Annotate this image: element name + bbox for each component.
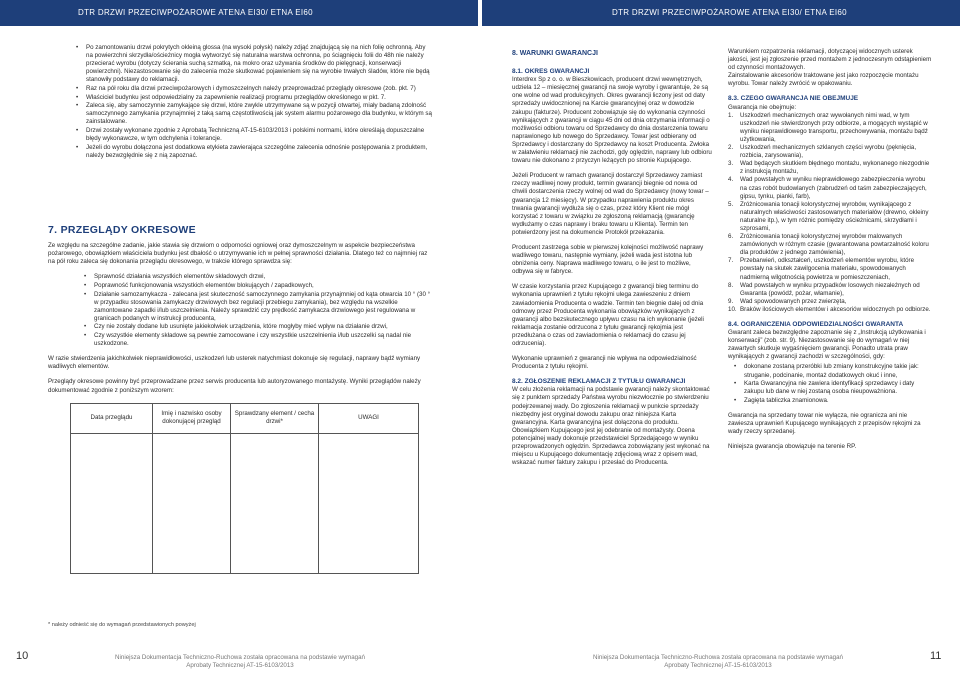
table-cell [231, 433, 319, 573]
list-item: 3. Wad będących skutkiem błędnego montażu, wykonanego niezgodnie z instrukcją montażu, [728, 160, 930, 176]
section-8-3-title: 8.3. CZEGO GWARANCJA NIE OBEJMUJE [728, 95, 859, 103]
left-footer [90, 654, 390, 670]
list-item: 7. Przebarwień, odkształceń, uszkodzeń elementów wyrobu, które powstały na skutek zawilgocenia materiału, spowodowanych nadmierną wilgotnością powietrza w pomieszczeniach, [728, 257, 915, 281]
left-page-content [76, 44, 434, 160]
paragraph: Gwarancja nie obejmuje: [728, 103, 797, 111]
list-item: • Poprawność funkcjonowania wszystkich elementów blokujących / zapadkowych, [84, 282, 434, 290]
table-cell [319, 433, 419, 573]
list-item: • Czy wszystkie elementy składowe są pewnie zamocowane i czy wszystkie uszczelnienia i/lub uszczelki są nadal nie uszkodzone. [84, 332, 434, 348]
left-page-header: DTR DRZWI PRZECIWPOŻAROWE ATENA EI30/ ETNA EI60 [0, 0, 478, 26]
right-page-header: DTR DRZWI PRZECIWPOŻAROWE ATENA EI30/ ETNA EI60 [482, 0, 960, 26]
left-page-number: 10 [16, 650, 29, 662]
exclusions-list [728, 112, 934, 314]
warranty-loss-list [728, 363, 934, 404]
list-item: • Po zamontowaniu drzwi pokrytych okleiną glossa (na wysoki połysk) należy zdjąć znajdującą się na nich folię ochronną. Aby na powierzchni skrzydła/ościeżnicy mogła wytworzyć się naturalna warstwa ochronna, po ściągnięciu folii do 48h nie należy przecierać wyrobu (dotyczy ścierania suchą szmatką, na mokro oraz używania środków do pielęgnacji, konserwacji powierzchni). Niezastosowanie się do zalecenia może skutkować pojawieniem się na wyrobie trwałych śladów, które nie będą stanowiły podstawy do reklamacji. [76, 44, 434, 84]
table-footnote: * należy odnieść się do wymagań przedstawionych powyżej [48, 622, 196, 628]
list-item: • Karta Gwarancyjna nie zawiera identyfikacji sprzedawcy i daty zakupu lub dane w niej zostaną osoba nieupoważniona. [734, 380, 934, 396]
list-item: 8. Wad powstałych w wyniku przypadków losowych niezależnych od Gwaranta (powódź, pożar, włamanie), [728, 281, 920, 297]
list-item: 6. Zróżnicowania tonacji kolorystycznej wyrobów malowanych zamówionych w różnym czasie (gwarantowana powtarzalność koloru dla produktów z jednego zamówienia), [728, 233, 929, 257]
paragraph: Interdrex Sp z o. o. w Bieszkowicach, producent drzwi wewnętrznych, udziela 12 – miesięcznej gwarancji na swoje wyroby i gwarantuje, że są one wolne od wad produkcyjnych. Okres gwarancji liczony jest od daty sprzedaży uwidocznionej na Karcie gwarancyjnej oraz w dowodzie zakupu (fakturze). Producent zobowiązuje się do wykonania czynności wynikających z gwarancji w ciągu 45 dni od dnia otrzymania informacji o możliwości odbioru towaru od Sprzedawcy do dnia dostarczenia towaru naprawionego lub nowego do Sprzedawcy. Towar jest odbierany od Sprzedawcy i dostarczany do Sprzedawcy na koszt Producenta. Zwłoka w załatwieniu reklamacji nie zachodzi, gdy oględzin, naprawy lub odbioru towaru nie dokonano z przyczyn leżących po stronie Kupującego. [512, 76, 712, 165]
paragraph: Wykonanie uprawnień z gwarancji nie wpływa na odpowiedzialność Producenta z tytułu rękojmi. [512, 355, 697, 371]
paragraph: Niniejsza gwarancja obowiązuje na terenie RP. [728, 443, 857, 451]
paragraph: Warunkiem rozpatrzenia reklamacji, dotyczącej widocznych usterek jakości, jest jej zgłoszenie przed montażem z jednoczesnym odstąpieniem od czynności montażowych. [728, 48, 932, 72]
list-item: • Raz na pół roku dla drzwi przeciwpożarowych i dymoszczelnych należy przeprowadzać przeglądy okresowe (zob. pkt. 7) [76, 85, 434, 93]
list-item: 10. Braków ilościowych elementów i akcesoriów widocznych po odbiorze. [728, 305, 931, 313]
paragraph: W celu złożenia reklamacji na podstawie gwarancji należy skontaktować się z punktem sprzedaży Państwa wyrobu niezwłocznie po stwierdzeniu podejrzewanej wady. Do zgłoszenia reklamacji w punkcie sprzedaży niezbędny jest oryginał dowodu zakupu oraz niniejsza Karta gwarancyjna. Karta gwarancyjna jest dołączona do produktu. Obowiązkiem Kupującego jest jej odebranie od montażysty. Ocena potencjalnej wady dokonuje przedstawiciel Sprzedającego w wyniku przeprowadzonych oględzin. Sprzedawca zobowiązany jest wykonać na miejscu u Kupującego dokumentację zdjęciową wraz z opisem wad, wskazać numer faktury zakupu i przesłać do Producenta. [512, 386, 710, 467]
right-page-number: 11 [930, 650, 942, 662]
instructions-list [76, 44, 434, 160]
list-item: 9. Wad spowodowanych przez zwierzęta, [728, 297, 847, 305]
list-item: 4. Wad powstałych w wyniku nieprawidłowego zabezpieczenia wyrobu na czas robót budowlanych (zabrudzeń od taśm zabezpieczających, gipsu, tynku, pianki, farb), [728, 176, 927, 200]
list-item: • Sprawność działania wszystkich elementów składowych drzwi, [84, 273, 434, 281]
list-item: 5. Zróżnicowania tonacji kolorystycznej wyrobów, wynikającego z naturalnych właściwości zastosowanych materiałów (drewno, okleiny naturalne itp.), w tym różnic pomiędzy ościeżnicami, skrzydłami i szprosami, [728, 200, 929, 232]
footer-line: Aprobaty Technicznej AT-15-6103/2013 [664, 662, 772, 669]
table-header: Sprawdzany element / cecha drzwi* [231, 403, 319, 433]
footer-line: Aprobaty Technicznej AT-15-6103/2013 [186, 662, 294, 669]
paragraph: Producent zastrzega sobie w pierwszej kolejności możliwość naprawy wadliwego towaru, następnie wymiany, jeżeli wada jest istotna lub obniżenia ceny. Naprawa wadliwego towaru, o ile jest to możliwe, odbywa się w fabryce. [512, 243, 704, 276]
list-item: • Działanie samozamykacza - zalecana jest skuteczność samoczynnego zamykania przynajmniej od kąta otwarcia 10 ° (30 ° w przypadku stosowania zamykaczy drzwiowych bez regulacji przebiegu zamykania), bez względu na wszelkie zamontowane zapadki i/lub uszczelnienia. Należy sprawdzić czy prędkość zamykacza drzwiowego jest regulowana w granicach podanych w instrukcji producenta, [84, 291, 434, 323]
table-header: Imię i nazwisko osoby dokonującej przegląd [153, 403, 231, 433]
right-page-column-1 [512, 48, 712, 474]
list-item: • Czy nie zostały dodane lub usunięte jakiekolwiek urządzenia, które mogłyby mieć wpływ na działanie drzwi, [84, 323, 434, 331]
list-item: • Zagięta tabliczka znamionowa. [734, 397, 934, 405]
section-8-4-title: 8.4. OGRANICZENIA ODPOWIEDZIALNOŚCI GWARANTA [728, 321, 904, 328]
section-8-2-title: 8.2. ZGŁOSZENIE REKLAMACJI Z TYTUŁU GWARANCJI [512, 378, 686, 386]
paragraph: Zainstalowanie akcesoriów traktowane jest jako rozpoczęcie montażu wyrobu. Towar należy zwrócić w opakowaniu. [728, 72, 919, 88]
list-item: 1. Uszkodzeń mechanicznych oraz wywołanych nimi wad, w tym uszkodzeń nie stwierdzonych przy odbiorze, a mogących wystąpić w wyniku nieprawidłowego transportu, przechowywania, montażu bądź użytkowania, [728, 111, 928, 143]
table-header: Data przeglądu [71, 403, 153, 433]
paragraph: W czasie korzystania przez Kupującego z gwarancji bieg terminu do wykonania uprawnień z tytułu rękojmi ulega zawieszeniu z dniem zawiadomienia Producenta o wadzie. Termin ten biegnie dalej od dnia odmowy przez Producenta wykonania obowiązków wynikających z gwarancji albo bezskutecznego upływu czasu na ich wykonanie (jeżeli reklamacja zostanie odrzucona z tytułu gwarancji rękojmia jest przedłużana o czas od zawiadomienia o reklamacji do czasu jej odrzucenia). [512, 283, 704, 347]
list-item: 2. Uszkodzeń mechanicznych szklanych części wyrobu (pęknięcia, rozbicia, zarysowania), [728, 144, 917, 160]
list-item: • dokonane zostaną przeróbki lub zmiany konstrukcyjne takie jak: struganie, podcinanie, montaż dodatkowych okuć i inne, [734, 363, 934, 379]
table-header: UWAGI [319, 403, 419, 433]
section-7-after: W razie stwierdzenia jakichkolwiek nieprawidłowości, uszkodzeń lub usterek natychmiast dokonuje się regulacji, naprawy bądź wymiany wadliwych elementów. [48, 355, 421, 371]
section-7-records: Przeglądy okresowe powinny być przeprowadzane przez serwis producenta lub autoryzowanego montażystę. Wyniki przeglądów należy dokumentować zgodnie z poniższym wzorem: [48, 378, 421, 394]
section-8-title: 8. WARUNKI GWARANCJI [512, 50, 598, 57]
list-item: • Zaleca się, aby samoczynnie zamykające się drzwi, które zwykle utrzymywane są w pozycji otwartej, miały badaną zdolność samoczynnego zamykania przynajmniej z taką samą częstotliwością jak system alarmu pożarowego dla budynku, w którym są zainstalowane. [76, 102, 434, 126]
inspection-table [70, 403, 419, 574]
paragraph: Gwarancja na sprzedany towar nie wyłącza, nie ogranicza ani nie zawiesza uprawnień Kupującego wynikających z przepisów rękojmi za wady rzeczy sprzedanej. [728, 411, 921, 436]
table-cell [153, 433, 231, 573]
section-7 [48, 212, 434, 574]
check-list [48, 273, 434, 348]
paragraph: Gwarant zaleca bezwzględne zapoznanie się z „Instrukcją użytkowania i konserwacji” (zob. str. 9). Niezastosowanie się do wymagań w niej zawartych skutkuje wygaśnięciem gwarancji. Ponadto utrata praw wynikających z gwarancji zachodzi w szczególności, gdy: [728, 329, 926, 361]
page-gutter [478, 0, 482, 681]
section-8-1-title: 8.1. OKRES GWARANCJI [512, 68, 590, 76]
table-cell [71, 433, 153, 573]
list-item: • Drzwi zostały wykonane zgodnie z Aprobatą Techniczną AT-15-6103/2013 i polskimi normami, które określają dopuszczalne błędy wykonawcze, w tym odchylenia i tolerancje. [76, 127, 434, 143]
footer-line: Niniejsza Dokumentacja Techniczno-Ruchowa została opracowana na podstawie wymagań [593, 654, 843, 661]
list-item: • Jeżeli do wyrobu dołączona jest dodatkowa etykieta zawierająca szczególne zalecenia odnośnie postępowania z produktem, należy bezwzględnie się z nią zapoznać. [76, 144, 434, 160]
list-item: • Właściciel budynku jest odpowiedzialny za zapewnienie realizacji programu przeglądów określonego w pkt. 7. [76, 94, 434, 102]
section-7-title: 7. PRZEGLĄDY OKRESOWE [48, 224, 196, 236]
paragraph: Jeżeli Producent w ramach gwarancji dostarczył Sprzedawcy zamiast rzeczy wadliwej nowy produkt, termin gwarancji biegnie od nowa od chwili dostarczenia rzeczy wolnej od wad do Sprzedawcy (nowy towar – gwarancja 12 miesięcy). W przypadku naprawienia produktu okres trwania gwarancji wydłuża się o czas, przez który Klient nie mógł korzystać z towaru w związku ze zgłoszoną reklamacją (gwarancję wydłużamy o czas naprawy i braku towaru u Klienta). Termin ten potwierdzony jest na dokumencie Protokół przekazania. [512, 172, 709, 236]
right-footer [568, 654, 868, 670]
footer-line: Niniejsza Dokumentacja Techniczno-Ruchowa została opracowana na podstawie wymagań [115, 654, 365, 661]
section-7-intro: Ze względu na szczególne zadanie, jakie stawia się drzwiom o odporności ogniowej oraz dymoszczelnym w aspekcie bezpieczeństwa pożarowego, obowiązkiem właściciela budynku jest dbałość o utrzymywanie ich w pełnej sprawności działania. Dlatego też co najmniej raz na pół roku zaleca się dokonania przeglądu okresowego, w trakcie którego sprawdza się: [48, 242, 428, 266]
right-page-column-2 [728, 48, 934, 458]
